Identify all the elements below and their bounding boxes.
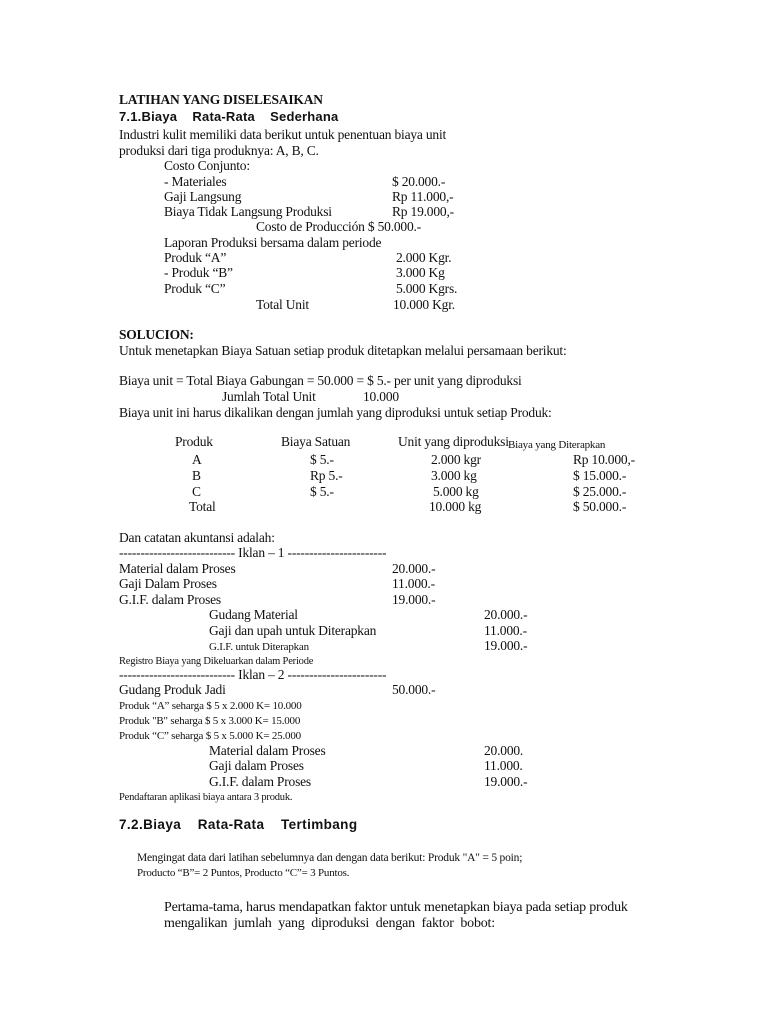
production-header: Laporan Produksi bersama dalam periode bbox=[164, 235, 382, 250]
cost-value: Rp 19.000,- bbox=[392, 204, 454, 219]
journal-credit-value: 20.000.- bbox=[484, 607, 528, 622]
table-cell: 5.000 kg bbox=[433, 484, 479, 499]
table-header: Biaya Satuan bbox=[281, 434, 351, 449]
closing-line-2: mengalikan jumlah yang diproduksi dengan faktor bobot: bbox=[164, 916, 495, 931]
production-value: 3.000 Kg bbox=[396, 265, 445, 280]
section2-line-1: Mengingat data dari latihan sebelumnya dan dengan data berikut: Produk "A" = 5 poin; bbox=[137, 852, 523, 864]
journal-note-1: Registro Biaya yang Dikeluarkan dalam Periode bbox=[119, 656, 314, 667]
journal-debit-value: 50.000.- bbox=[392, 682, 436, 697]
solution-heading: SOLUCION: bbox=[119, 327, 194, 342]
allocation-detail: Produk "B" seharga $ 5 x 3.000 K= 15.000 bbox=[119, 715, 301, 727]
cost-label: Biaya Tidak Langsung Produksi bbox=[164, 204, 332, 219]
costs-header: Costo Conjunto: bbox=[164, 158, 250, 173]
journal-separator-1: --------------------------- Iklan – 1 ----------------------- bbox=[119, 545, 387, 560]
journal-credit-value: 11.000.- bbox=[484, 623, 527, 638]
allocation-detail: Produk “C” seharga $ 5 x 5.000 K= 25.000 bbox=[119, 730, 301, 742]
formula-denominator-value: 10.000 bbox=[363, 389, 399, 404]
table-header: Biaya yang Diterapkan bbox=[508, 439, 606, 451]
journal-separator-2: --------------------------- Iklan – 2 ----------------------- bbox=[119, 667, 387, 682]
costs-total: Costo de Producción $ 50.000.- bbox=[256, 219, 421, 234]
table-cell: 10.000 kg bbox=[429, 499, 482, 514]
production-label: - Produk “B” bbox=[164, 265, 233, 280]
table-cell: 3.000 kg bbox=[431, 468, 477, 483]
table-cell: Rp 10.000,- bbox=[573, 452, 635, 467]
document-title: LATIHAN YANG DISELESAIKAN bbox=[119, 92, 323, 107]
journal-credit-value: 19.000.- bbox=[484, 638, 528, 653]
allocation-detail: Produk “A” seharga $ 5 x 2.000 K= 10.000 bbox=[119, 700, 302, 712]
cost-label: Gaji Langsung bbox=[164, 189, 242, 204]
table-cell: B bbox=[192, 468, 201, 483]
section-heading-7-1: 7.1.Biaya Rata-Rata Sederhana bbox=[119, 109, 339, 124]
table-cell: A bbox=[192, 452, 202, 467]
journal-debit-value: 11.000.- bbox=[392, 576, 435, 591]
journal-credit-label: G.I.F. dalam Proses bbox=[209, 774, 311, 789]
intro-line-2: produksi dari tiga produknya: A, B, C. bbox=[119, 143, 319, 158]
production-label: Produk “C” bbox=[164, 281, 226, 296]
production-total-value: 10.000 Kgr. bbox=[393, 297, 455, 312]
formula-denominator-label: Jumlah Total Unit bbox=[222, 389, 316, 404]
solution-line-2: Biaya unit ini harus dikalikan dengan jumlah yang diproduksi untuk setiap Produk: bbox=[119, 405, 552, 420]
journal-credit-label: G.I.F. untuk Diterapkan bbox=[209, 641, 309, 653]
journal-note-2: Pendaftaran aplikasi biaya antara 3 produk. bbox=[119, 792, 293, 803]
production-total-label: Total Unit bbox=[256, 297, 309, 312]
table-cell: $ 5.- bbox=[310, 452, 334, 467]
table-cell: Rp 5.- bbox=[310, 468, 343, 483]
journal-debit-label: Material dalam Proses bbox=[119, 561, 236, 576]
journal-credit-label: Gaji dan upah untuk Diterapkan bbox=[209, 623, 377, 638]
journal-debit-label: Gudang Produk Jadi bbox=[119, 682, 226, 697]
journal-intro: Dan catatan akuntansi adalah: bbox=[119, 530, 275, 545]
table-cell: $ 50.000.- bbox=[573, 499, 627, 514]
cost-value: Rp 11.000,- bbox=[392, 189, 454, 204]
table-header: Produk bbox=[175, 434, 213, 449]
journal-debit-label: G.I.F. dalam Proses bbox=[119, 592, 221, 607]
production-label: Produk “A” bbox=[164, 250, 227, 265]
journal-credit-value: 19.000.- bbox=[484, 774, 528, 789]
production-value: 5.000 Kgrs. bbox=[396, 281, 458, 296]
journal-debit-label: Gaji Dalam Proses bbox=[119, 576, 217, 591]
journal-credit-value: 11.000. bbox=[484, 758, 523, 773]
cost-value: $ 20.000.- bbox=[392, 174, 446, 189]
journal-credit-value: 20.000. bbox=[484, 743, 524, 758]
table-header: Unit yang diproduksi bbox=[398, 434, 509, 449]
table-cell: $ 15.000.- bbox=[573, 468, 627, 483]
table-cell: Total bbox=[189, 499, 216, 514]
solution-line-1: Untuk menetapkan Biaya Satuan setiap produk ditetapkan melalui persamaan berikut: bbox=[119, 343, 567, 358]
table-cell: C bbox=[192, 484, 201, 499]
journal-credit-label: Gudang Material bbox=[209, 607, 298, 622]
unit-cost-formula: Biaya unit = Total Biaya Gabungan = 50.000 = $ 5.- per unit yang diproduksi bbox=[119, 373, 522, 388]
section2-line-2: Producto “B”= 2 Puntos, Producto “C”= 3 Puntos. bbox=[137, 867, 350, 879]
section-heading-7-2: 7.2.Biaya Rata-Rata Tertimbang bbox=[119, 817, 358, 832]
intro-line-1: Industri kulit memiliki data berikut untuk penentuan biaya unit bbox=[119, 127, 447, 142]
journal-credit-label: Material dalam Proses bbox=[209, 743, 326, 758]
cost-label: - Materiales bbox=[164, 174, 227, 189]
table-cell: 2.000 kgr bbox=[431, 452, 481, 467]
journal-debit-value: 20.000.- bbox=[392, 561, 436, 576]
closing-line-1: Pertama-tama, harus mendapatkan faktor untuk menetapkan biaya pada setiap produk bbox=[164, 900, 628, 915]
production-value: 2.000 Kgr. bbox=[396, 250, 452, 265]
journal-credit-label: Gaji dalam Proses bbox=[209, 758, 304, 773]
journal-debit-value: 19.000.- bbox=[392, 592, 436, 607]
table-cell: $ 25.000.- bbox=[573, 484, 627, 499]
table-cell: $ 5.- bbox=[310, 484, 334, 499]
